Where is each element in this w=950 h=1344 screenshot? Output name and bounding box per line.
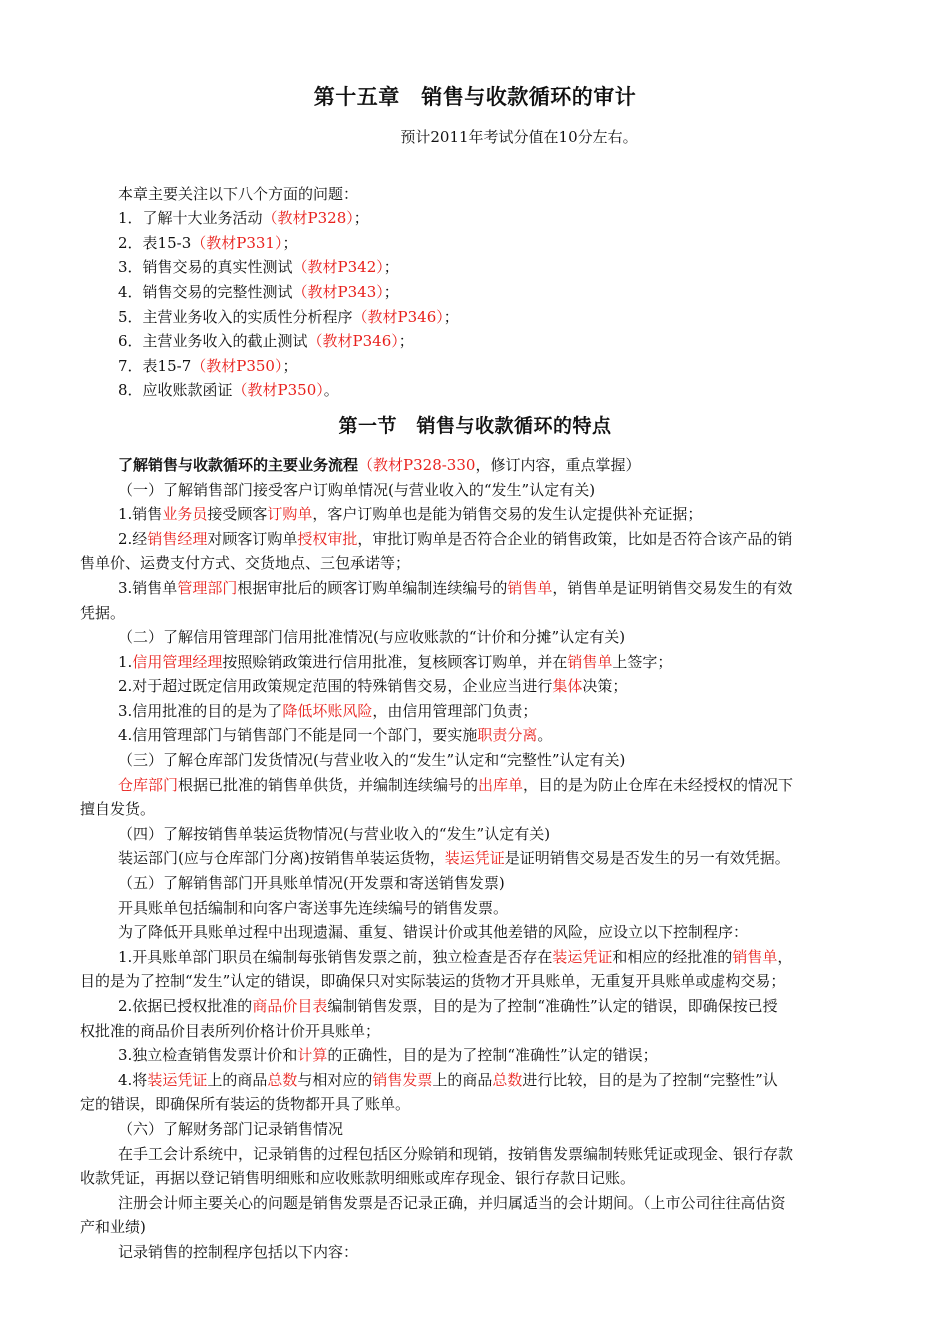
text-run: 决策； [582, 677, 628, 696]
highlighted-text: 装运凭证 [147, 1070, 208, 1089]
paragraph [118, 846, 880, 871]
highlighted-text: 装运凭证 [444, 849, 505, 868]
text-run: 根据已批准的销售单供货，并编制连续编号的 [178, 775, 479, 794]
paragraph [118, 650, 880, 675]
highlighted-text: 销售单 [507, 578, 553, 597]
paragraph [118, 502, 880, 527]
highlighted-text: 授权审批 [297, 529, 358, 548]
text-run: ， [777, 947, 793, 966]
paragraph [118, 576, 880, 601]
list-item: 1．了解十大业务活动（教材P328）； [118, 209, 369, 228]
paragraph [118, 527, 880, 552]
paragraph: 记录销售的控制程序包括以下内容： [118, 1242, 359, 1261]
text-run: 按照赊销政策进行信用批准，复核顾客订购单，并在 [222, 652, 568, 671]
highlighted-text: 总数 [267, 1070, 298, 1089]
highlighted-text: 职责分离 [477, 726, 538, 745]
text-run: 上的商品 [432, 1070, 493, 1089]
subheading-6: （六）了解财务部门记录销售情况 [118, 1119, 344, 1138]
paragraph-continuation: 擅自发货。 [80, 800, 156, 819]
focus-list [118, 206, 880, 403]
text-run: 对顾客订购单 [207, 529, 298, 548]
paragraph [118, 994, 880, 1019]
paragraph [118, 1043, 880, 1068]
text-run: 4.信用管理部门与销售部门不能是同一个部门，要实施 [118, 726, 478, 745]
highlighted-text: 订购单 [267, 505, 313, 524]
list-item: 5．主营业务收入的实质性分析程序（教材P346）； [118, 307, 459, 326]
text-run: 3.信用批准的目的是为了 [118, 701, 283, 720]
paragraph-continuation: 定的错误，即确保所有装运的货物都开具了账单。 [80, 1095, 411, 1114]
subheading-3: （三）了解仓库部门发货情况(与营业收入的“发生”认定和“完整性”认定有关) [118, 751, 626, 770]
paragraph [118, 674, 880, 699]
text-run: 接受顾客 [207, 505, 268, 524]
paragraph: 为了降低开具账单过程中出现遗漏、重复、错误计价或其他差错的风险，应设立以下控制程序： [118, 923, 749, 942]
paragraph [118, 699, 880, 724]
text-run: 编制销售发票，目的是为了控制“准确性”认定的错误，即确保按已授 [327, 997, 778, 1015]
text-run: 2.对于超过既定信用政策规定范围的特殊销售交易，企业应当进行 [118, 677, 553, 696]
list-item: 2．表15-3（教材P331）； [118, 233, 298, 252]
paragraph [118, 723, 880, 748]
highlighted-text: 销售单 [732, 947, 778, 966]
paragraph-continuation: 售单价、运费支付方式、交货地点、三包承诺等； [80, 554, 411, 573]
text-run: 1.销售 [118, 505, 163, 524]
text-run: 3.销售单 [118, 578, 178, 597]
list-item: 8．应收账款函证（教材P350）。 [118, 381, 339, 400]
text-run: 的正确性，目的是为了控制“准确性”认定的错误； [327, 1046, 658, 1065]
paragraph [118, 1068, 880, 1093]
text-run: 。 [537, 726, 553, 745]
highlighted-text: 管理部门 [177, 578, 238, 597]
highlighted-text: 集体 [552, 677, 583, 696]
text-run: 3.独立检查销售发票计价和 [118, 1046, 298, 1065]
text-run: 4.将 [118, 1070, 148, 1089]
subheading-1: （一）了解销售部门接受客户订购单情况(与营业收入的“发生”认定有关) [118, 480, 596, 499]
text-run: 2.经 [118, 529, 148, 548]
highlighted-text: 装运凭证 [552, 947, 613, 966]
text-run: ，审批订购单是否符合企业的销售政策，比如是否符合该产品的销 [357, 529, 793, 548]
highlighted-text: 总数 [492, 1070, 523, 1089]
highlighted-text: 仓库部门 [118, 775, 179, 794]
section-title: 第一节 销售与收款循环的特点 [338, 414, 612, 437]
text-run: ，目的是为防止仓库在未经授权的情况下 [523, 775, 794, 794]
paragraph [118, 945, 880, 970]
list-item: 7．表15-7（教材P350）； [118, 356, 298, 375]
highlighted-text: 销售单 [567, 652, 613, 671]
paragraph: 注册会计师主要关心的问题是销售发票是否记录正确，并归属适当的会计期间。（上市公司往往高估资 [118, 1193, 786, 1212]
paragraph [118, 773, 880, 798]
list-item: 4．销售交易的完整性测试（教材P343）； [118, 282, 399, 301]
lead-paragraph: 了解销售与收款循环的主要业务流程（教材P328-330，修订内容，重点掌握） [118, 455, 641, 474]
paragraph-continuation: 凭据。 [80, 603, 126, 622]
paragraph: 开具账单包括编制和向客户寄送事先连续编号的销售发票。 [118, 898, 509, 917]
highlighted-text: 计算 [297, 1046, 328, 1065]
text-run: 根据审批后的顾客订购单编制连续编号的 [237, 578, 508, 597]
paragraph-continuation: 权批准的商品价目表所列价格计价开具账单； [80, 1021, 381, 1040]
text-run: 2.依据已授权批准的 [118, 997, 253, 1015]
text-run: 上签字； [612, 652, 673, 671]
paragraph: 在手工会计系统中，记录销售的过程包括区分赊销和现销，按销售发票编制转账凭证或现金、银行存款 [118, 1144, 794, 1163]
paragraph-continuation: 收款凭证，再据以登记销售明细账和应收账款明细账或库存现金、银行存款日记账。 [80, 1169, 636, 1188]
list-item: 3．销售交易的真实性测试（教材P342）； [118, 258, 399, 277]
paragraph-continuation: 产和业绩) [80, 1218, 146, 1237]
list-item: 6．主营业务收入的截止测试（教材P346）； [118, 332, 414, 351]
highlighted-text: 销售发票 [372, 1070, 433, 1089]
highlighted-text: 出库单 [478, 775, 524, 794]
highlighted-text: 降低坏账风险 [282, 701, 373, 720]
paragraph-continuation: 目的是为了控制“发生”认定的错误，即确保只对实际装运的货物才开具账单，无重复开具账单或虚构交易； [80, 972, 786, 991]
text-run: 进行比较，目的是为了控制“完整性”认 [522, 1070, 778, 1089]
text-run: 1. [118, 652, 133, 671]
text-run: 1.开具账单部门职员在编制每张销售发票之前，独立检查是否存在 [118, 947, 553, 966]
highlighted-text: 信用管理经理 [132, 652, 223, 671]
chapter-subtitle: 预计2011年考试分值在10分左右。 [400, 128, 638, 146]
text-run: 上的商品 [207, 1070, 268, 1089]
subheading-4: （四）了解按销售单装运货物情况(与营业收入的“发生”认定有关) [118, 824, 551, 843]
text-run: 和相应的经批准的 [612, 947, 733, 966]
intro-text: 本章主要关注以下八个方面的问题： [118, 184, 359, 203]
text-run: ，销售单是证明销售交易发生的有效 [552, 578, 793, 597]
text-run: 装运部门(应与仓库部门分离)按销售单装运货物， [118, 849, 445, 868]
text-run: ，由信用管理部门负责； [372, 701, 538, 720]
text-run: 是证明销售交易是否发生的另一有效凭据。 [504, 849, 790, 868]
text-run: 与相对应的 [297, 1070, 373, 1089]
chapter-title: 第十五章 销售与收款循环的审计 [313, 85, 637, 109]
highlighted-text: 业务员 [162, 505, 208, 524]
subheading-2: （二）了解信用管理部门信用批准情况(与应收账款的“计价和分摊”认定有关) [118, 628, 626, 647]
text-run: ，客户订购单也是能为销售交易的发生认定提供补充证据； [312, 505, 703, 524]
highlighted-text: 销售经理 [147, 529, 208, 548]
highlighted-text: 商品价目表 [252, 997, 328, 1015]
subheading-5: （五）了解销售部门开具账单情况(开发票和寄送销售发票) [118, 874, 505, 893]
